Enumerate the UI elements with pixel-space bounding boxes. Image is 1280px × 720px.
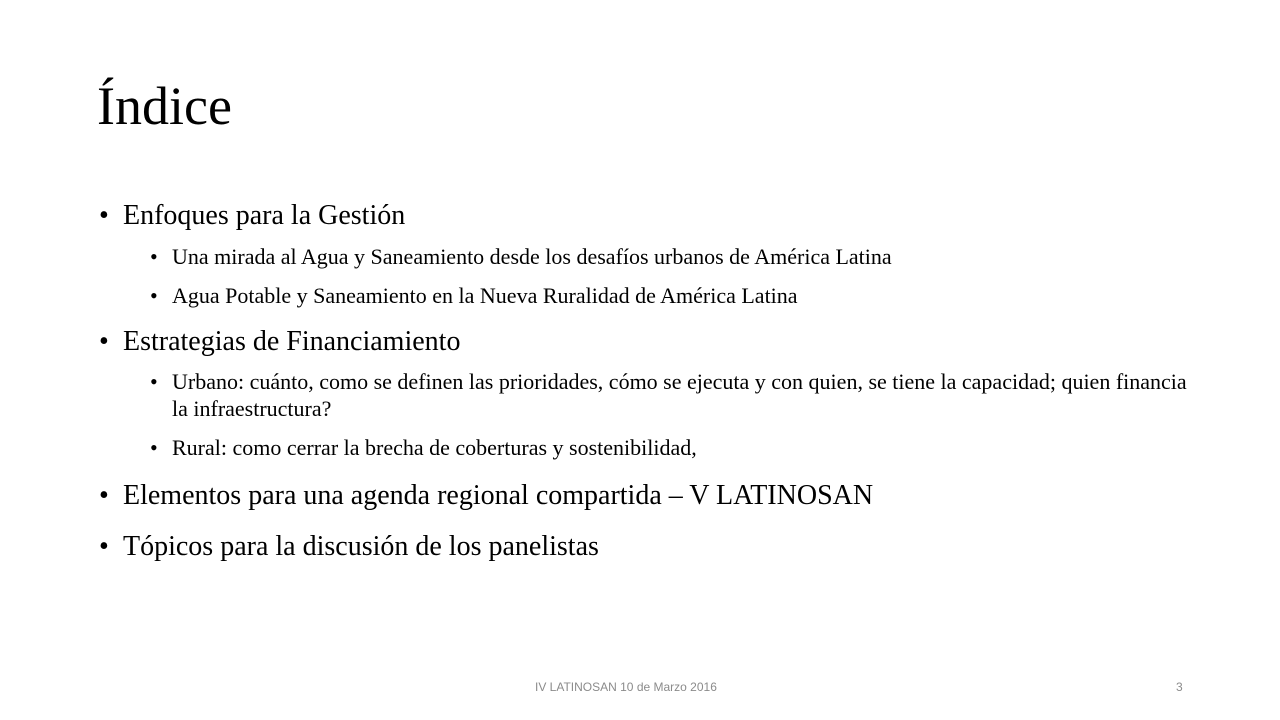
bullet-icon: • (99, 200, 109, 231)
sub-bullet-text: Rural: como cerrar la brecha de coberturas y sostenibilidad, (172, 435, 697, 460)
bullet-icon: • (99, 531, 109, 562)
bullet-item-enfoques (97, 196, 1197, 236)
slide-title: Índice (97, 76, 232, 136)
bullet-icon: • (99, 326, 109, 357)
bullet-item-estrategias (97, 322, 1197, 362)
sub-bullet-item (97, 368, 1197, 422)
sub-bullet-item (97, 243, 1197, 270)
bullet-icon: • (99, 480, 109, 511)
page-number: 3 (1176, 680, 1183, 694)
bullet-icon: • (150, 435, 158, 460)
bullet-icon: • (150, 369, 158, 394)
bullet-icon: • (150, 244, 158, 269)
bullet-item-elementos (97, 476, 1197, 516)
bullet-text: Estrategias de Financiamiento (123, 326, 461, 357)
sub-bullet-text: Agua Potable y Saneamiento en la Nueva Ruralidad de América Latina (172, 283, 798, 308)
sub-bullet-text: Una mirada al Agua y Saneamiento desde los desafíos urbanos de América Latina (172, 244, 892, 269)
bullet-icon: • (150, 283, 158, 308)
bullet-text: Elementos para una agenda regional compartida – V LATINOSAN (123, 480, 874, 511)
sub-bullet-text: Urbano: cuánto, como se definen las prioridades, cómo se ejecuta y con quien, se tiene la capacidad; quien financia la infraestructura? (172, 369, 1187, 421)
sub-bullet-item (97, 434, 1197, 461)
footer-text: IV LATINOSAN 10 de Marzo 2016 (535, 680, 717, 694)
bullet-text: Enfoques para la Gestión (123, 200, 406, 231)
sub-bullet-item (97, 282, 1197, 309)
bullet-item-topicos (97, 527, 1197, 567)
bullet-text: Tópicos para la discusión de los panelistas (123, 531, 599, 562)
slide-content (97, 196, 1197, 567)
